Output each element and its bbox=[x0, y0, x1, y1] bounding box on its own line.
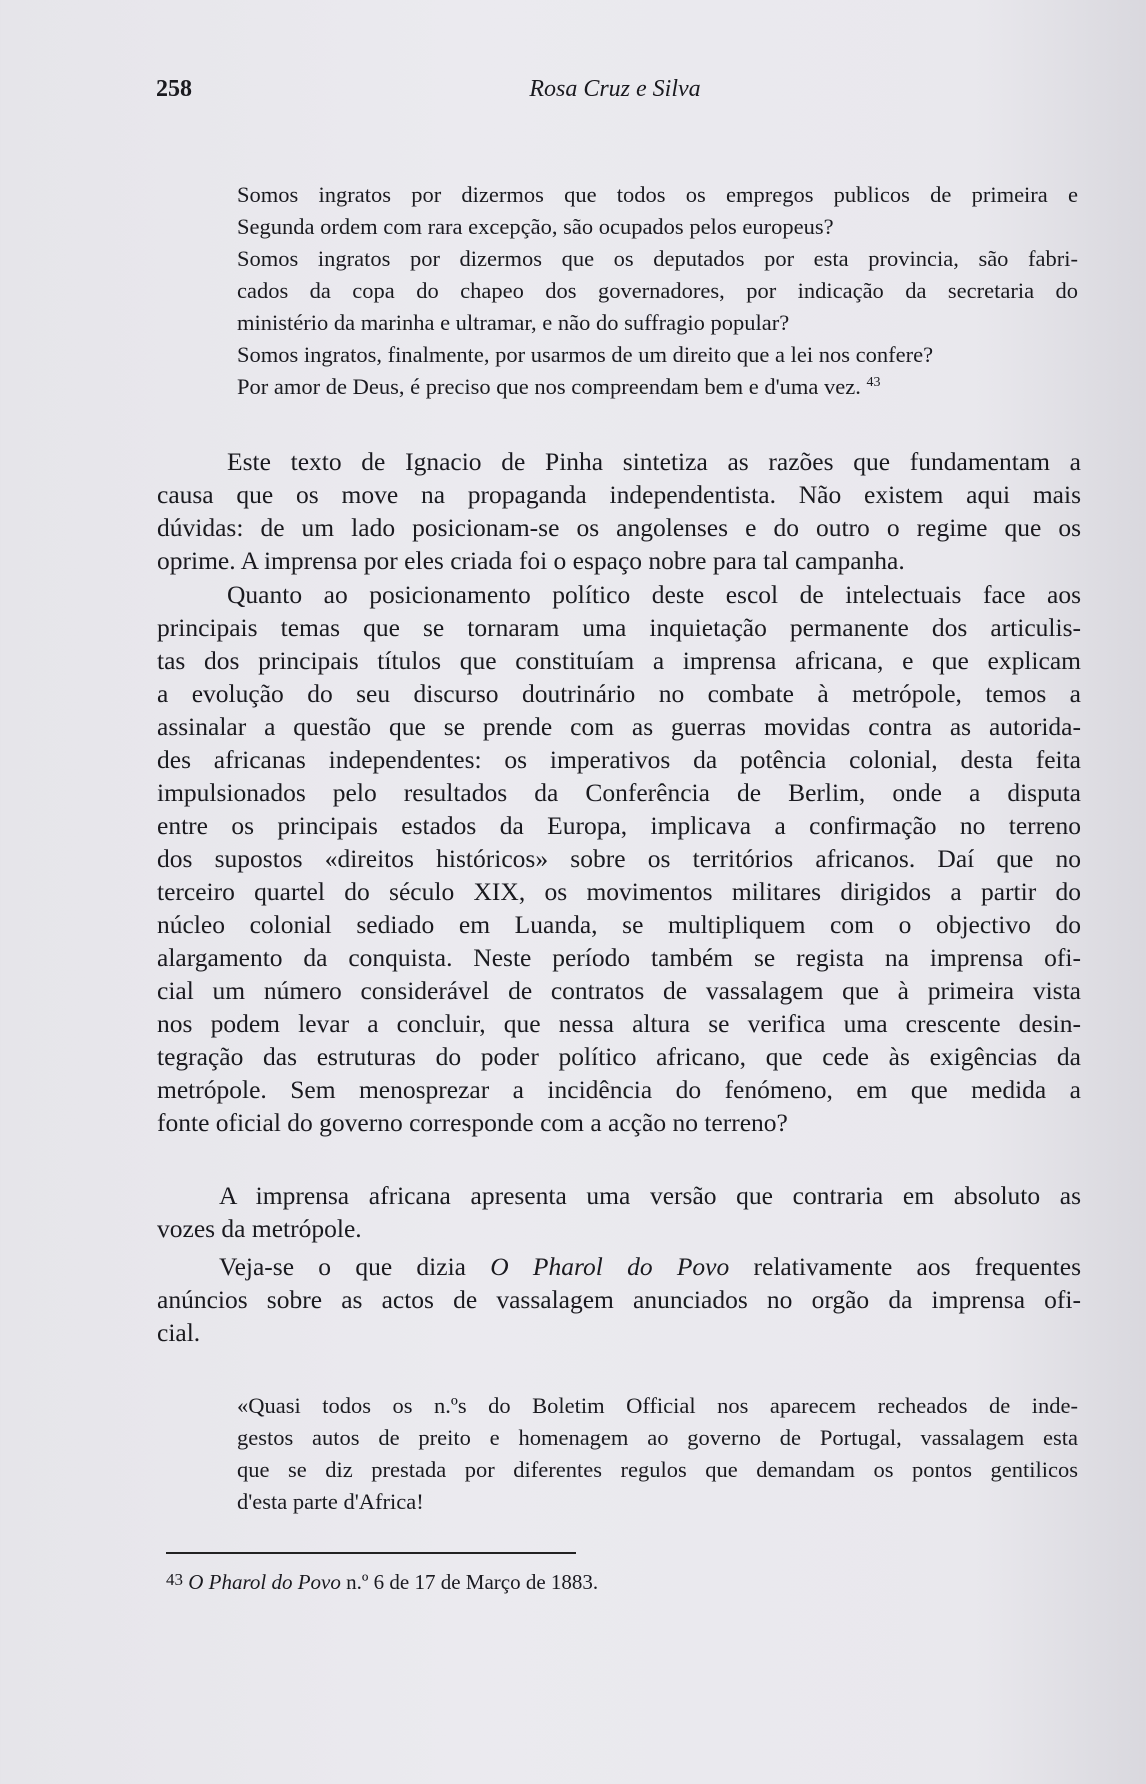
body-line: núcleo colonial sediado em Luanda, se multipliquem com o objectivo do bbox=[157, 910, 1081, 939]
periodical-title: O Pharol do Povo bbox=[490, 1252, 730, 1281]
body-line: principais temas que se tornaram uma inquietação permanente dos articulis- bbox=[157, 613, 1081, 642]
quote-line: gestos autos de preito e homenagem ao governo de Portugal, vassalagem esta bbox=[237, 1425, 1078, 1450]
body-line: a evolução do seu discurso doutrinário no combate à metrópole, temos a bbox=[157, 679, 1081, 708]
body-line: alargamento da conquista. Neste período também se regista na imprensa ofi- bbox=[157, 943, 1081, 972]
body-line: causa que os move na propaganda independentista. Não existem aqui mais bbox=[157, 480, 1081, 509]
block-quote-2 bbox=[237, 1390, 1078, 1518]
quote-line: que se diz prestada por diferentes regulos que demandam os pontos gentilicos bbox=[237, 1457, 1078, 1482]
quote-line: cados da copa do chapeo dos governadores, por indicação da secretaria do bbox=[237, 278, 1078, 303]
quote-line: d'esta parte d'Africa! bbox=[237, 1489, 424, 1514]
body-line: Quanto ao posicionamento político deste escol de intelectuais face aos bbox=[227, 580, 1081, 609]
body-line: fonte oficial do governo corresponde com a acção no terreno? bbox=[157, 1108, 788, 1137]
body-line: A imprensa africana apresenta uma versão que contraria em absoluto as bbox=[219, 1181, 1081, 1210]
body-line: cial um número considerável de contratos de vassalagem que à primeira vista bbox=[157, 976, 1081, 1005]
body-line: assinalar a questão que se prende com as guerras movidas contra as autorida- bbox=[157, 712, 1081, 741]
body-line bbox=[157, 1250, 1081, 1283]
footnote-ref: 43 bbox=[866, 375, 881, 390]
quote-line: «Quasi todos os n.ºs do Boletim Official nos aparecem recheados de inde- bbox=[237, 1393, 1078, 1418]
paragraph-3 bbox=[157, 1179, 1081, 1245]
body-line: des africanas independentes: os imperativos da potência colonial, desta feita bbox=[157, 745, 1081, 774]
quote-line: Somos ingratos, finalmente, por usarmos de um direito que a lei nos confere? bbox=[237, 342, 934, 367]
body-line: Este texto de Ignacio de Pinha sintetiza as razões que fundamentam a bbox=[227, 447, 1081, 476]
page-number: 258 bbox=[156, 76, 192, 102]
body-text: Veja-se o que dizia bbox=[219, 1252, 491, 1281]
paragraph-4 bbox=[157, 1250, 1081, 1349]
body-line: cial. bbox=[157, 1318, 201, 1347]
quote-line: Somos ingratos por dizermos que os deputados por esta provincia, são fabri- bbox=[237, 246, 1078, 271]
body-text: relativamente aos frequentes bbox=[729, 1252, 1081, 1281]
quote-line: Segunda ordem com rara excepção, são ocupados pelos europeus? bbox=[237, 214, 834, 239]
paragraph-2 bbox=[157, 578, 1081, 1139]
body-line: dúvidas: de um lado posicionam-se os angolenses e do outro o regime que os bbox=[157, 513, 1081, 542]
quote-line: Somos ingratos por dizermos que todos os empregos publicos de primeira e bbox=[237, 182, 1078, 207]
quote-text: Por amor de Deus, é preciso que nos compreendam bem e d'uma vez. bbox=[237, 374, 861, 399]
body-line: impulsionados pelo resultados da Conferência de Berlim, onde a disputa bbox=[157, 778, 1081, 807]
quote-line bbox=[237, 371, 1078, 403]
body-line: tegração das estruturas do poder político africano, que cede às exigências da bbox=[157, 1042, 1081, 1071]
footnote-text: n.º 6 de 17 de Março de 1883. bbox=[340, 1570, 599, 1594]
paragraph-1 bbox=[157, 445, 1081, 577]
body-line: oprime. A imprensa por eles criada foi o espaço nobre para tal campanha. bbox=[157, 546, 905, 575]
block-quote-1 bbox=[237, 179, 1078, 403]
running-title: Rosa Cruz e Silva bbox=[529, 76, 701, 102]
body-line: nos podem levar a concluir, que nessa altura se verifica uma crescente desin- bbox=[157, 1009, 1081, 1038]
body-line: dos supostos «direitos históricos» sobre os territórios africanos. Daí que no bbox=[157, 844, 1081, 873]
footnote bbox=[166, 1570, 598, 1595]
footnote-title: O Pharol do Povo bbox=[188, 1570, 341, 1594]
body-line: vozes da metrópole. bbox=[157, 1214, 362, 1243]
quote-line: ministério da marinha e ultramar, e não do suffragio popular? bbox=[237, 310, 790, 335]
body-line: metrópole. Sem menosprezar a incidência do fenómeno, em que medida a bbox=[157, 1075, 1081, 1104]
footnote-divider bbox=[166, 1552, 576, 1554]
body-line: entre os principais estados da Europa, implicava a confirmação no terreno bbox=[157, 811, 1081, 840]
footnote-number: 43 bbox=[166, 1570, 183, 1589]
body-line: tas dos principais títulos que constituíam a imprensa africana, e que explicam bbox=[157, 646, 1081, 675]
body-line: anúncios sobre as actos de vassalagem anunciados no orgão da imprensa ofi- bbox=[157, 1285, 1081, 1314]
body-line: terceiro quartel do século XIX, os movimentos militares dirigidos a partir do bbox=[157, 877, 1081, 906]
